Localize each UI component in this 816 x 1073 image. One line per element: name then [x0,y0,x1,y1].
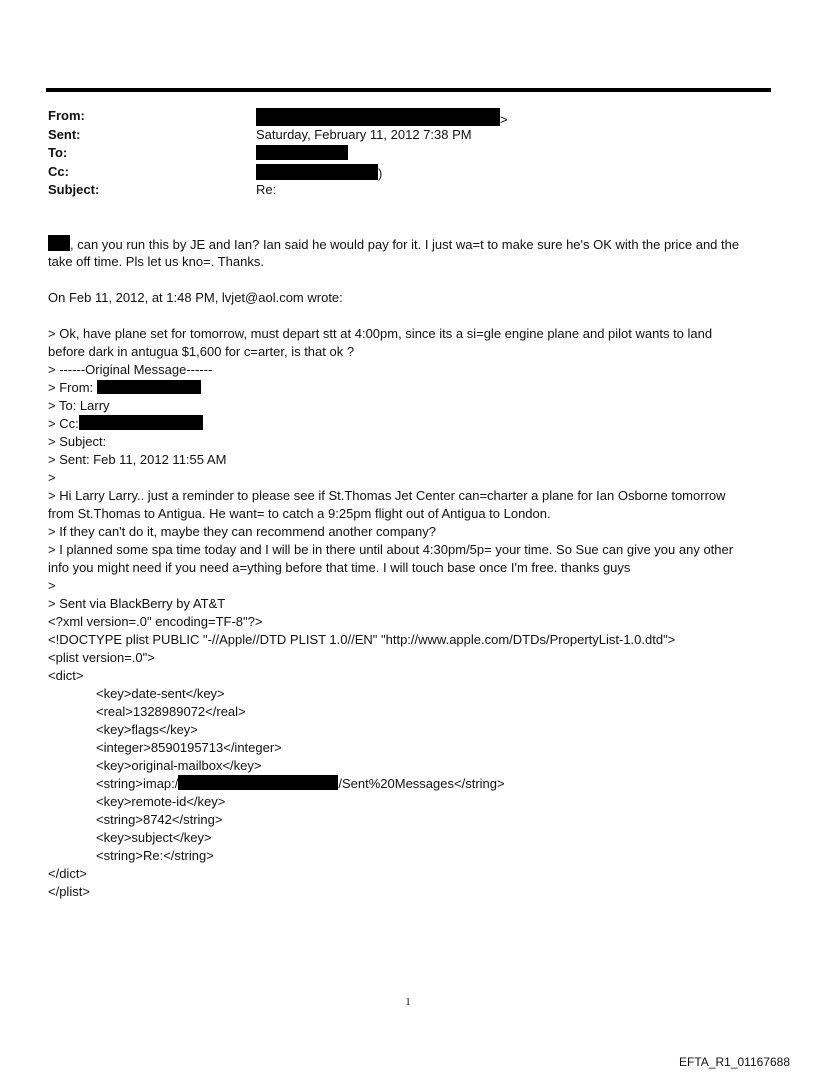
quoted-text: > Cc: [48,416,79,431]
email-header [48,108,748,201]
subject-row [48,182,748,201]
xml-line: <key>original-mailbox</key> [96,758,262,773]
blank-line [48,307,770,325]
quoted-line [48,415,770,433]
redaction-block [178,775,338,790]
xml-line: <!DOCTYPE plist PUBLIC "-//Apple//DTD PLIST 1.0//EN" "http://www.apple.com/DTDs/PropertyList-1.0.dtd"> [48,632,676,647]
xml-line: <plist version=.0"> [48,650,155,665]
quoted-line: > Hi Larry Larry.. just a reminder to please see if St.Thomas Jet Center can=charter a plane for Ian Osborne tomorrow [48,488,726,503]
body-line: take off time. Pls let us kno=. Thanks. [48,254,264,269]
document-id: EFTA_R1_01167688 [679,1055,790,1069]
xml-line: <?xml version=.0" encoding=TF-8"?> [48,614,263,629]
quoted-line: from St.Thomas to Antigua. He want= to catch a 9:25pm flight out of Antigua to London. [48,506,551,521]
redaction-block [97,380,201,394]
reply-attribution: On Feb 11, 2012, at 1:48 PM, lvjet@aol.com wrote: [48,290,343,305]
cc-label: Cc: [48,163,69,179]
email-body [48,235,770,901]
quoted-line: > To: Larry [48,398,110,413]
xml-line [48,775,770,793]
redaction-block [256,145,348,160]
xml-line: <string>8742</string> [96,812,223,827]
quoted-line [48,379,770,397]
redaction-block [48,235,70,251]
blank-line [48,271,770,289]
xml-line: <key>flags</key> [96,722,198,737]
quoted-line: > Ok, have plane set for tomorrow, must depart stt at 4:00pm, since its a si=gle engine plane and pilot wants to land [48,326,713,341]
to-row [48,145,748,164]
xml-line: <key>remote-id</key> [96,794,226,809]
xml-line: <real>1328989072</real> [96,704,246,719]
quoted-text: > From: [48,380,94,395]
body-line [48,235,770,253]
from-value [256,108,508,127]
quoted-line: > Sent via BlackBerry by AT&T [48,596,226,611]
quoted-line: info you might need if you need a=ything before that time. I will touch base once I'm free. thanks guys [48,560,631,575]
xml-text: /Sent%20Messages</string> [338,776,505,791]
quoted-line: > I planned some spa time today and I will be in there until about 4:30pm/5p= your time. So Sue can give you any other [48,542,734,557]
redaction-block [79,415,203,430]
header-rule [46,88,771,92]
quoted-line: > [48,578,56,593]
subject-value: Re: [256,182,277,197]
sent-label: Sent: [48,126,81,142]
body-text: , can you run this by JE and Ian? Ian said he would pay for it. I just wa=t to make sure he's OK with the price and the [70,237,740,252]
from-label: From: [48,108,85,123]
quoted-line: > Subject: [48,434,107,449]
quoted-line: > [48,470,56,485]
to-value [256,145,348,161]
page-number: 1 [405,996,411,1008]
xml-line: <dict> [48,668,84,683]
from-row [48,108,748,127]
xml-line: <key>subject</key> [96,830,212,845]
to-label: To: [48,145,68,160]
subject-label: Subject: [48,182,100,197]
sent-value: Saturday, February 11, 2012 7:38 PM [256,126,472,142]
redaction-block [256,164,378,180]
from-tail: > [500,112,508,127]
cc-tail: ) [378,165,383,181]
quoted-line: > ------Original Message------ [48,362,213,377]
xml-line: </plist> [48,884,90,899]
xml-text: <string>imap:/ [96,776,179,791]
xml-line: <key>date-sent</key> [96,686,225,701]
cc-row [48,164,748,183]
cc-value [256,164,382,181]
sent-row [48,127,748,146]
quoted-line: > If they can't do it, maybe they can recommend another company? [48,524,437,539]
quoted-line: before dark in antugua $1,600 for c=arter, is that ok ? [48,344,355,359]
xml-line: <integer>8590195713</integer> [96,740,282,755]
xml-line: <string>Re:</string> [96,848,214,863]
quoted-line: > Sent: Feb 11, 2012 11:55 AM [48,452,227,467]
xml-line: </dict> [48,866,88,881]
redaction-block [256,108,500,126]
